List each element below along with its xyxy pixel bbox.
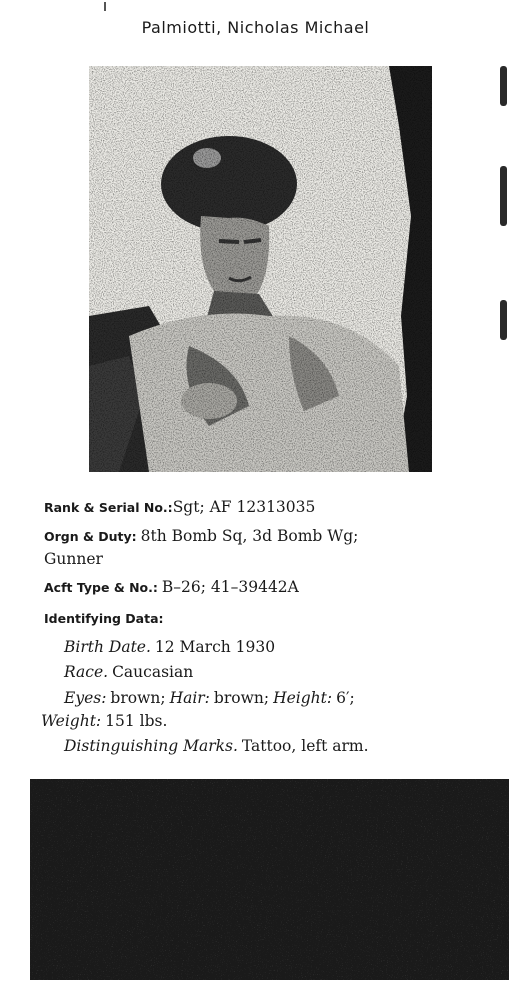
height-value: 6′; bbox=[336, 689, 355, 707]
weight-value: 151 lbs. bbox=[105, 712, 168, 730]
eyes-label: Eyes: bbox=[64, 689, 107, 707]
birth-label: Birth Date. bbox=[64, 638, 151, 656]
height-label: Height: bbox=[273, 689, 333, 707]
birth-row bbox=[64, 638, 275, 657]
race-value: Caucasian bbox=[112, 663, 194, 681]
orgn-row bbox=[44, 527, 358, 546]
marks-row bbox=[64, 737, 369, 756]
rank-label: Rank & Serial No.: bbox=[44, 500, 173, 515]
redaction-block bbox=[30, 779, 509, 980]
orgn-label: Orgn & Duty: bbox=[44, 529, 137, 544]
orgn-continuation bbox=[44, 550, 103, 569]
physical-row bbox=[64, 689, 355, 708]
weight-row bbox=[41, 712, 167, 731]
edge-mark bbox=[500, 300, 507, 340]
rank-value: Sgt; AF 12313035 bbox=[172, 498, 316, 516]
orgn-value: 8th Bomb Sq, 3d Bomb Wg; bbox=[140, 527, 359, 545]
birth-value: 12 March 1930 bbox=[154, 638, 276, 656]
duty-value: Gunner bbox=[44, 550, 103, 568]
edge-mark bbox=[500, 166, 507, 226]
race-label: Race. bbox=[64, 663, 109, 681]
identifying-heading-row bbox=[44, 610, 164, 628]
acft-value: B–26; 41–39442A bbox=[161, 578, 299, 596]
hair-label: Hair: bbox=[169, 689, 210, 707]
acft-label: Acft Type & No.: bbox=[44, 580, 158, 595]
eyes-value: brown; bbox=[110, 689, 166, 707]
weight-label: Weight: bbox=[41, 712, 102, 730]
person-name: Palmiotti, Nicholas Michael bbox=[141, 18, 370, 37]
portrait-photo-icon bbox=[89, 66, 432, 472]
portrait-photo bbox=[89, 66, 432, 472]
marks-label: Distinguishing Marks. bbox=[64, 737, 238, 755]
race-row bbox=[64, 663, 193, 682]
stray-mark bbox=[104, 2, 106, 11]
identifying-heading: Identifying Data: bbox=[44, 611, 164, 626]
acft-row bbox=[44, 578, 299, 597]
hair-value: brown; bbox=[213, 689, 270, 707]
rank-row bbox=[44, 498, 315, 517]
marks-value: Tattoo, left arm. bbox=[241, 737, 369, 755]
edge-mark bbox=[500, 66, 507, 106]
redaction-texture bbox=[30, 779, 509, 980]
